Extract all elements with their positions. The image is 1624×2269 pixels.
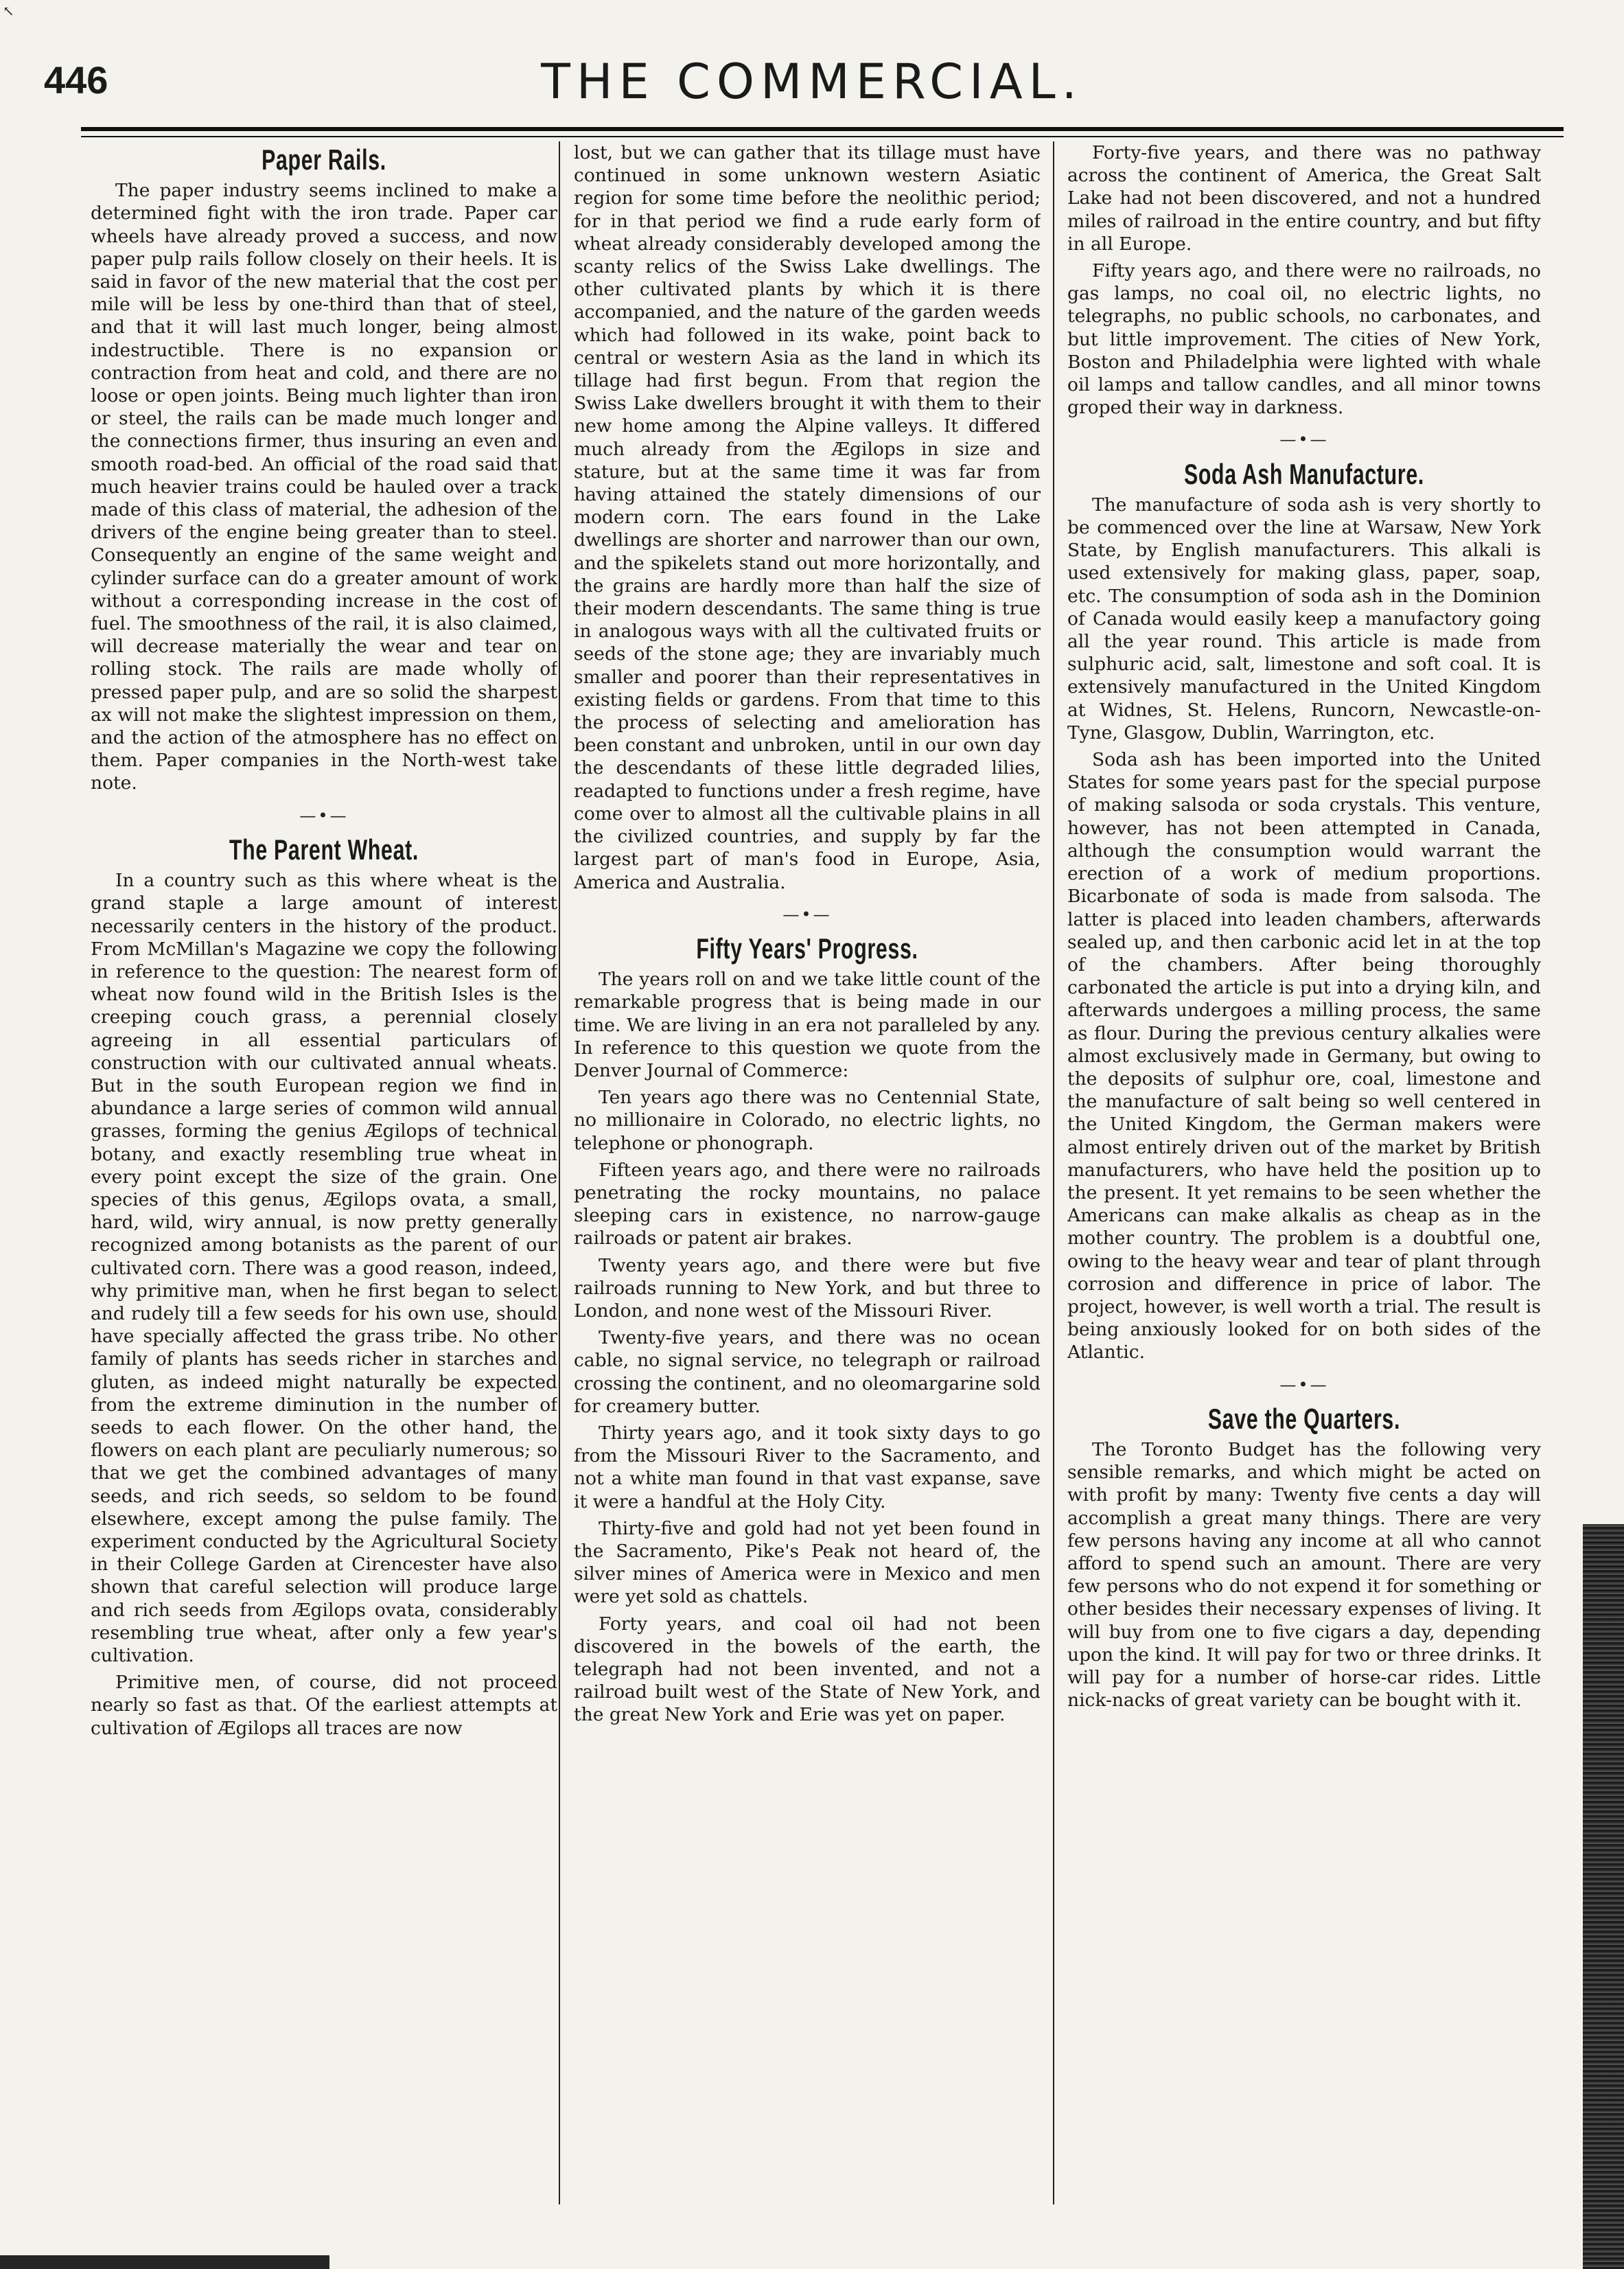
corner-mark: ↖: [3, 3, 14, 19]
header-rule-thin: [81, 136, 1564, 137]
scan-bottom-strip: [0, 2255, 329, 2269]
article-paragraph: Forty years, and coal oil had not been discovered in the bowels of the earth, the telegraph had not been invented, and not a railroad built west of the State of New York, and the great New York and Erie was yet on paper.: [574, 1613, 1041, 1726]
article-paragraph: Primitive men, of course, did not proceed nearly so fast as that. Of the earliest attempts at cultivation of Ægilops all traces are now: [91, 1672, 557, 1739]
article-paragraph: Thirty-five and gold had not yet been found in the Sacramento, Pike's Peak not heard of, the silver mines of America were in Mexico and men were yet sold as chattels.: [574, 1517, 1041, 1608]
column-1: [91, 141, 557, 2204]
section-divider: —•—: [1279, 1374, 1329, 1394]
page-number: 446: [44, 58, 108, 102]
article-paragraph: Fifty years ago, and there were no railroads, no gas lamps, no coal oil, no electric lights, no telegraphs, no public schools, no carbonates, and but little improvement. The cities of New York, Boston and Philadelphia were lighted with whale oil lamps and tallow candles, and all minor towns groped their way in darkness.: [1067, 260, 1541, 419]
article-title-soda-ash: Soda Ash Manufacture.: [1183, 457, 1425, 490]
article-title-paper-rails: Paper Rails.: [262, 143, 386, 176]
masthead-title: THE COMMERCIAL.: [541, 54, 1083, 110]
header-rule-thick: [81, 127, 1564, 131]
article-paragraph: The paper industry seems inclined to make a determined fight with the iron trade. Paper car wheels have already proved a success, and now paper pulp rails follow closely on their heels. It is said in favor of the new material that the cost per mile will be less by one-third than that of steel, and that it will last much longer, being almost indestructible. There is no expansion or contraction from heat and cold, and there are no loose or open joints. Being much lighter than iron or steel, the rails can be made much longer and the connections firmer, thus insuring an even and smooth road-bed. An official of the road said that much heavier trains could be hauled over a track made of this class of material, the adhesion of the drivers of the engine being greater than to steel. Consequently an engine of the same weight and cylinder surface can do a greater amount of work without a corresponding increase in the cost of fuel. The smoothness of the rail, it is also claimed, will decrease materially the wear and tear on rolling stock. The rails are made wholly of pressed paper pulp, and are so solid the sharpest ax will not make the slightest impression on them, and the action of the atmosphere has no effect on them. Paper companies in the North-west take note.: [91, 180, 557, 794]
article-title-save-quarters: Save the Quarters.: [1207, 1402, 1401, 1435]
article-paragraph: Soda ash has been imported into the United States for some years past for the special purpose of making salsoda or soda crystals. This venture, however, has not been attempted in Canada, although the consumption would warrant the erection of a work of medium proportions. Bicarbonate of soda is made from salsoda. The latter is placed into leaden chambers, afterwards sealed up, and then carbonic acid let in at the top of the chambers. After being thoroughly carbonated the article is put into a drying kiln, and afterwards undergoes a milling process, the same as flour. During the previous century alkalies were almost exclusively made in Germany, but owing to the deposits of sulphur ore, coal, limestone and the manufacture of salt being so well centered in the United Kingdom, the German makers were almost entirely driven out of the market by British manufacturers, who have held the position up to the present. It yet remains to be seen whether the Americans can make alkalis as cheap as in the mother country. The problem is a doubtful one, owing to the heavy wear and tear of plant through corrosion and difference in price of labor. The project, however, is well worth a trial. The result is being anxiously looked for on both sides of the Atlantic.: [1067, 749, 1541, 1363]
article-paragraph: Fifteen years ago, and there were no railroads penetrating the rocky mountains, no palace sleeping cars in existence, no narrow-gauge railroads or patent air brakes.: [574, 1159, 1041, 1249]
article-paragraph: Twenty-five years, and there was no ocean cable, no signal service, no telegraph or railroad crossing the continent, and no oleomargarine sold for creamery butter.: [574, 1327, 1041, 1417]
article-title-parent-wheat: The Parent Wheat.: [229, 833, 419, 866]
column-2: [574, 141, 1041, 2204]
article-paragraph: Ten years ago there was no Centennial State, no millionaire in Colorado, no electric lights, no telephone or phonograph.: [574, 1087, 1041, 1154]
article-paragraph: Thirty years ago, and it took sixty days to go from the Missouri River to the Sacramento, and not a white man found in that vast expanse, save it were a handful at the Holy City.: [574, 1422, 1041, 1512]
section-divider: —•—: [782, 904, 832, 924]
column-divider-1: [559, 141, 560, 2204]
scan-edge-strip: [1583, 1524, 1624, 2269]
section-divider: —•—: [1279, 430, 1329, 450]
article-paragraph: The Toronto Budget has the following very sensible remarks, and which might be acted on with profit by many: Twenty five cents a day will accomplish a great many things. There are very few persons having any income at all who cannot afford to spend such an amount. There are very few persons who do not expend it for something or other besides their necessary expenses of living. It will buy from one to five cigars a day, depending upon the kind. It will pay for two or three drinks. It will pay for a number of horse-car rides. Little nick-nacks of great variety can be bought with it.: [1067, 1438, 1541, 1712]
section-divider: —•—: [299, 805, 349, 825]
article-paragraph-continued: lost, but we can gather that its tillage must have continued in some unknown western Asiatic region for some time before the neolithic period; for in that period we find a rude early form of wheat already considerably developed among the scanty relics of the Swiss Lake dwellings. The other cultivated plants by which it is there accompanied, and the nature of the garden weeds which had followed in its wake, point back to central or western Asia as the land in which its tillage had first begun. From that region the Swiss Lake dwellers brought it with them to their new home among the Alpine valleys. It differed much already from the Ægilops in size and stature, but at the same time it was far from having attained the stately dimensions of our modern corn. The ears found in the Lake dwellings are shorter and narrower than our own, and the spikelets stand out more horizontally, and the grains are hardly more than half the size of their modern descendants. The same thing is true in analogous ways with all the cultivated fruits or seeds of the stone age; they are invariably much smaller and poorer than their representatives in existing fields or gardens. From that time to this the process of selecting and amelioration has been constant and unbroken, until in our own day the descendants of these little degraded lilies, readapted to functions under a fresh regime, have come over to almost all the cultivable plains in all the civilized countries, and supply by far the largest part of man's food in Europe, Asia, America and Australia.: [574, 142, 1041, 893]
article-title-fifty-years: Fifty Years' Progress.: [696, 932, 918, 965]
article-paragraph: The years roll on and we take little count of the remarkable progress that is being made in our time. We are living in an era not paralleled by any. In reference to this question we quote from the Denver Journal of Commerce:: [574, 969, 1041, 1081]
article-paragraph: The manufacture of soda ash is very shortly to be commenced over the line at Warsaw, New York State, by English manufacturers. This alkali is used extensively for making glass, paper, soap, etc. The consumption of soda ash in the Dominion of Canada would easily keep a manufactory going all the year round. This article is made from sulphuric acid, salt, limestone and soft coal. It is extensively manufactured in the United Kingdom at Widnes, St. Helens, Runcorn, Newcastle-on-Tyne, Glasgow, Dublin, Warrington, etc.: [1067, 494, 1541, 744]
article-paragraph: In a country such as this where wheat is the grand staple a large amount of interest necessarily centers in the history of the product. From McMillan's Magazine we copy the following in reference to the question: The nearest form of wheat now found wild in the British Isles is the creeping couch grass, a perennial closely agreeing in all essential particulars of construction with our cultivated annual wheats. But in the south European region we find in abundance a large series of common wild annual grasses, forming the genius Ægilops of technical botany, and exactly resembling true wheat in every point except the size of the grain. One species of this genus, Ægilops ovata, a small, hard, wild, wiry annual, is now pretty generally recognized among botanists as the parent of our cultivated corn. There was a good reason, indeed, why primitive man, when he first began to select and rudely till a few seeds for his own use, should have specially affected the grass tribe. No other family of plants has seeds richer in starches and gluten, as indeed might naturally be expected from the extreme diminution in the number of seeds to each flower. On the other hand, the flowers on each plant are peculiarly numerous; so that we get the combined advantages of many seeds, and rich seeds, so seldom to be found elsewhere, except among the pulse family. The experiment conducted by the Agricultural Society in their College Garden at Cirencester have also shown that careful selection will produce large and rich seeds from Ægilops ovata, considerably resembling true wheat, after only a few year's cultivation.: [91, 870, 557, 1666]
column-divider-2: [1053, 141, 1054, 2204]
column-3: [1067, 141, 1541, 2204]
article-paragraph: Twenty years ago, and there were but five railroads running to New York, and but three to London, and none west of the Missouri River.: [574, 1254, 1041, 1322]
article-paragraph: Forty-five years, and there was no pathway across the continent of America, the Great Salt Lake had not been discovered, and not a hundred miles of railroad in the entire country, and but fifty in all Europe.: [1067, 142, 1541, 255]
